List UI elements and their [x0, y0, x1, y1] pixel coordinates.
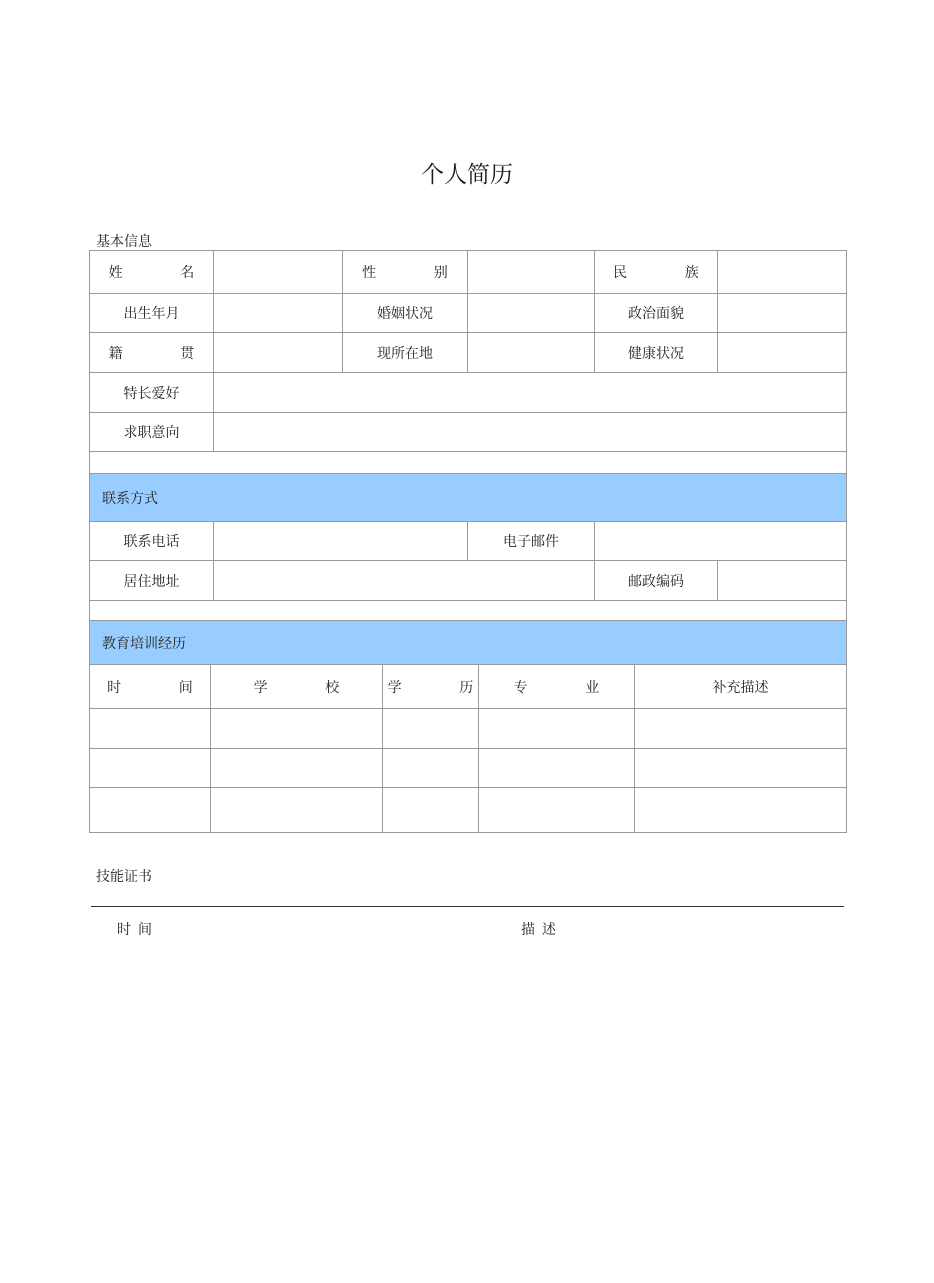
gender-label: 性 别 — [343, 251, 468, 294]
location-label: 现所在地 — [343, 333, 468, 373]
hobbies-value[interactable] — [214, 373, 847, 413]
edu-cell[interactable] — [383, 749, 479, 788]
edu-cell[interactable] — [479, 749, 635, 788]
spacer-row — [90, 601, 847, 622]
col-header-degree: 学 历 — [383, 665, 479, 709]
ethnicity-value[interactable] — [718, 251, 847, 294]
certificates-col-desc: 描述 — [521, 922, 563, 938]
edu-cell[interactable] — [90, 709, 211, 749]
section-label-education: 教育培训经历 — [90, 621, 847, 665]
postcode-value[interactable] — [718, 561, 847, 601]
section-band-contact — [90, 474, 847, 522]
table-row — [90, 561, 847, 601]
gender-value[interactable] — [468, 251, 595, 294]
edu-cell[interactable] — [635, 709, 847, 749]
col-header-major: 专 业 — [479, 665, 635, 709]
origin-label: 籍 贯 — [90, 333, 214, 373]
certificates-divider — [91, 906, 844, 907]
edu-cell[interactable] — [211, 709, 383, 749]
edu-cell[interactable] — [90, 788, 211, 833]
marital-label: 婚姻状况 — [343, 294, 468, 333]
name-value[interactable] — [214, 251, 343, 294]
table-row — [90, 294, 847, 333]
birth-label: 出生年月 — [90, 294, 214, 333]
certificates-col-time: 时间 — [117, 922, 159, 938]
hobbies-label: 特长爱好 — [90, 373, 214, 413]
spacer-cell — [90, 452, 847, 474]
political-label: 政治面貌 — [595, 294, 718, 333]
edu-cell[interactable] — [211, 788, 383, 833]
section-band-education — [90, 621, 847, 665]
postcode-label: 邮政编码 — [595, 561, 718, 601]
col-header-school: 学 校 — [211, 665, 383, 709]
ethnicity-label: 民 族 — [595, 251, 718, 294]
address-value[interactable] — [214, 561, 595, 601]
edu-cell[interactable] — [635, 749, 847, 788]
birth-value[interactable] — [214, 294, 343, 333]
education-header-row — [90, 665, 847, 709]
name-label: 姓 名 — [90, 251, 214, 294]
table-row — [90, 788, 847, 833]
education-table — [89, 620, 847, 833]
location-value[interactable] — [468, 333, 595, 373]
edu-cell[interactable] — [383, 788, 479, 833]
spacer-row — [90, 452, 847, 474]
political-value[interactable] — [718, 294, 847, 333]
edu-cell[interactable] — [479, 788, 635, 833]
page-title: 个人简历 — [421, 162, 513, 188]
phone-label: 联系电话 — [90, 522, 214, 561]
email-value[interactable] — [595, 522, 847, 561]
edu-cell[interactable] — [383, 709, 479, 749]
phone-value[interactable] — [214, 522, 468, 561]
table-row — [90, 251, 847, 294]
spacer-cell — [90, 601, 847, 622]
origin-value[interactable] — [214, 333, 343, 373]
job-intent-value[interactable] — [214, 413, 847, 452]
marital-value[interactable] — [468, 294, 595, 333]
col-header-notes: 补充描述 — [635, 665, 847, 709]
email-label: 电子邮件 — [468, 522, 595, 561]
section-label-basic-info: 基本信息 — [96, 234, 152, 250]
edu-cell[interactable] — [90, 749, 211, 788]
health-label: 健康状况 — [595, 333, 718, 373]
basic-info-table — [89, 250, 847, 622]
col-header-time: 时 间 — [90, 665, 211, 709]
table-row — [90, 373, 847, 413]
table-row — [90, 413, 847, 452]
health-value[interactable] — [718, 333, 847, 373]
table-row — [90, 522, 847, 561]
section-label-contact: 联系方式 — [90, 474, 847, 522]
edu-cell[interactable] — [479, 709, 635, 749]
table-row — [90, 333, 847, 373]
table-row — [90, 749, 847, 788]
job-intent-label: 求职意向 — [90, 413, 214, 452]
section-label-certificates: 技能证书 — [96, 869, 152, 885]
table-row — [90, 709, 847, 749]
edu-cell[interactable] — [211, 749, 383, 788]
address-label: 居住地址 — [90, 561, 214, 601]
edu-cell[interactable] — [635, 788, 847, 833]
